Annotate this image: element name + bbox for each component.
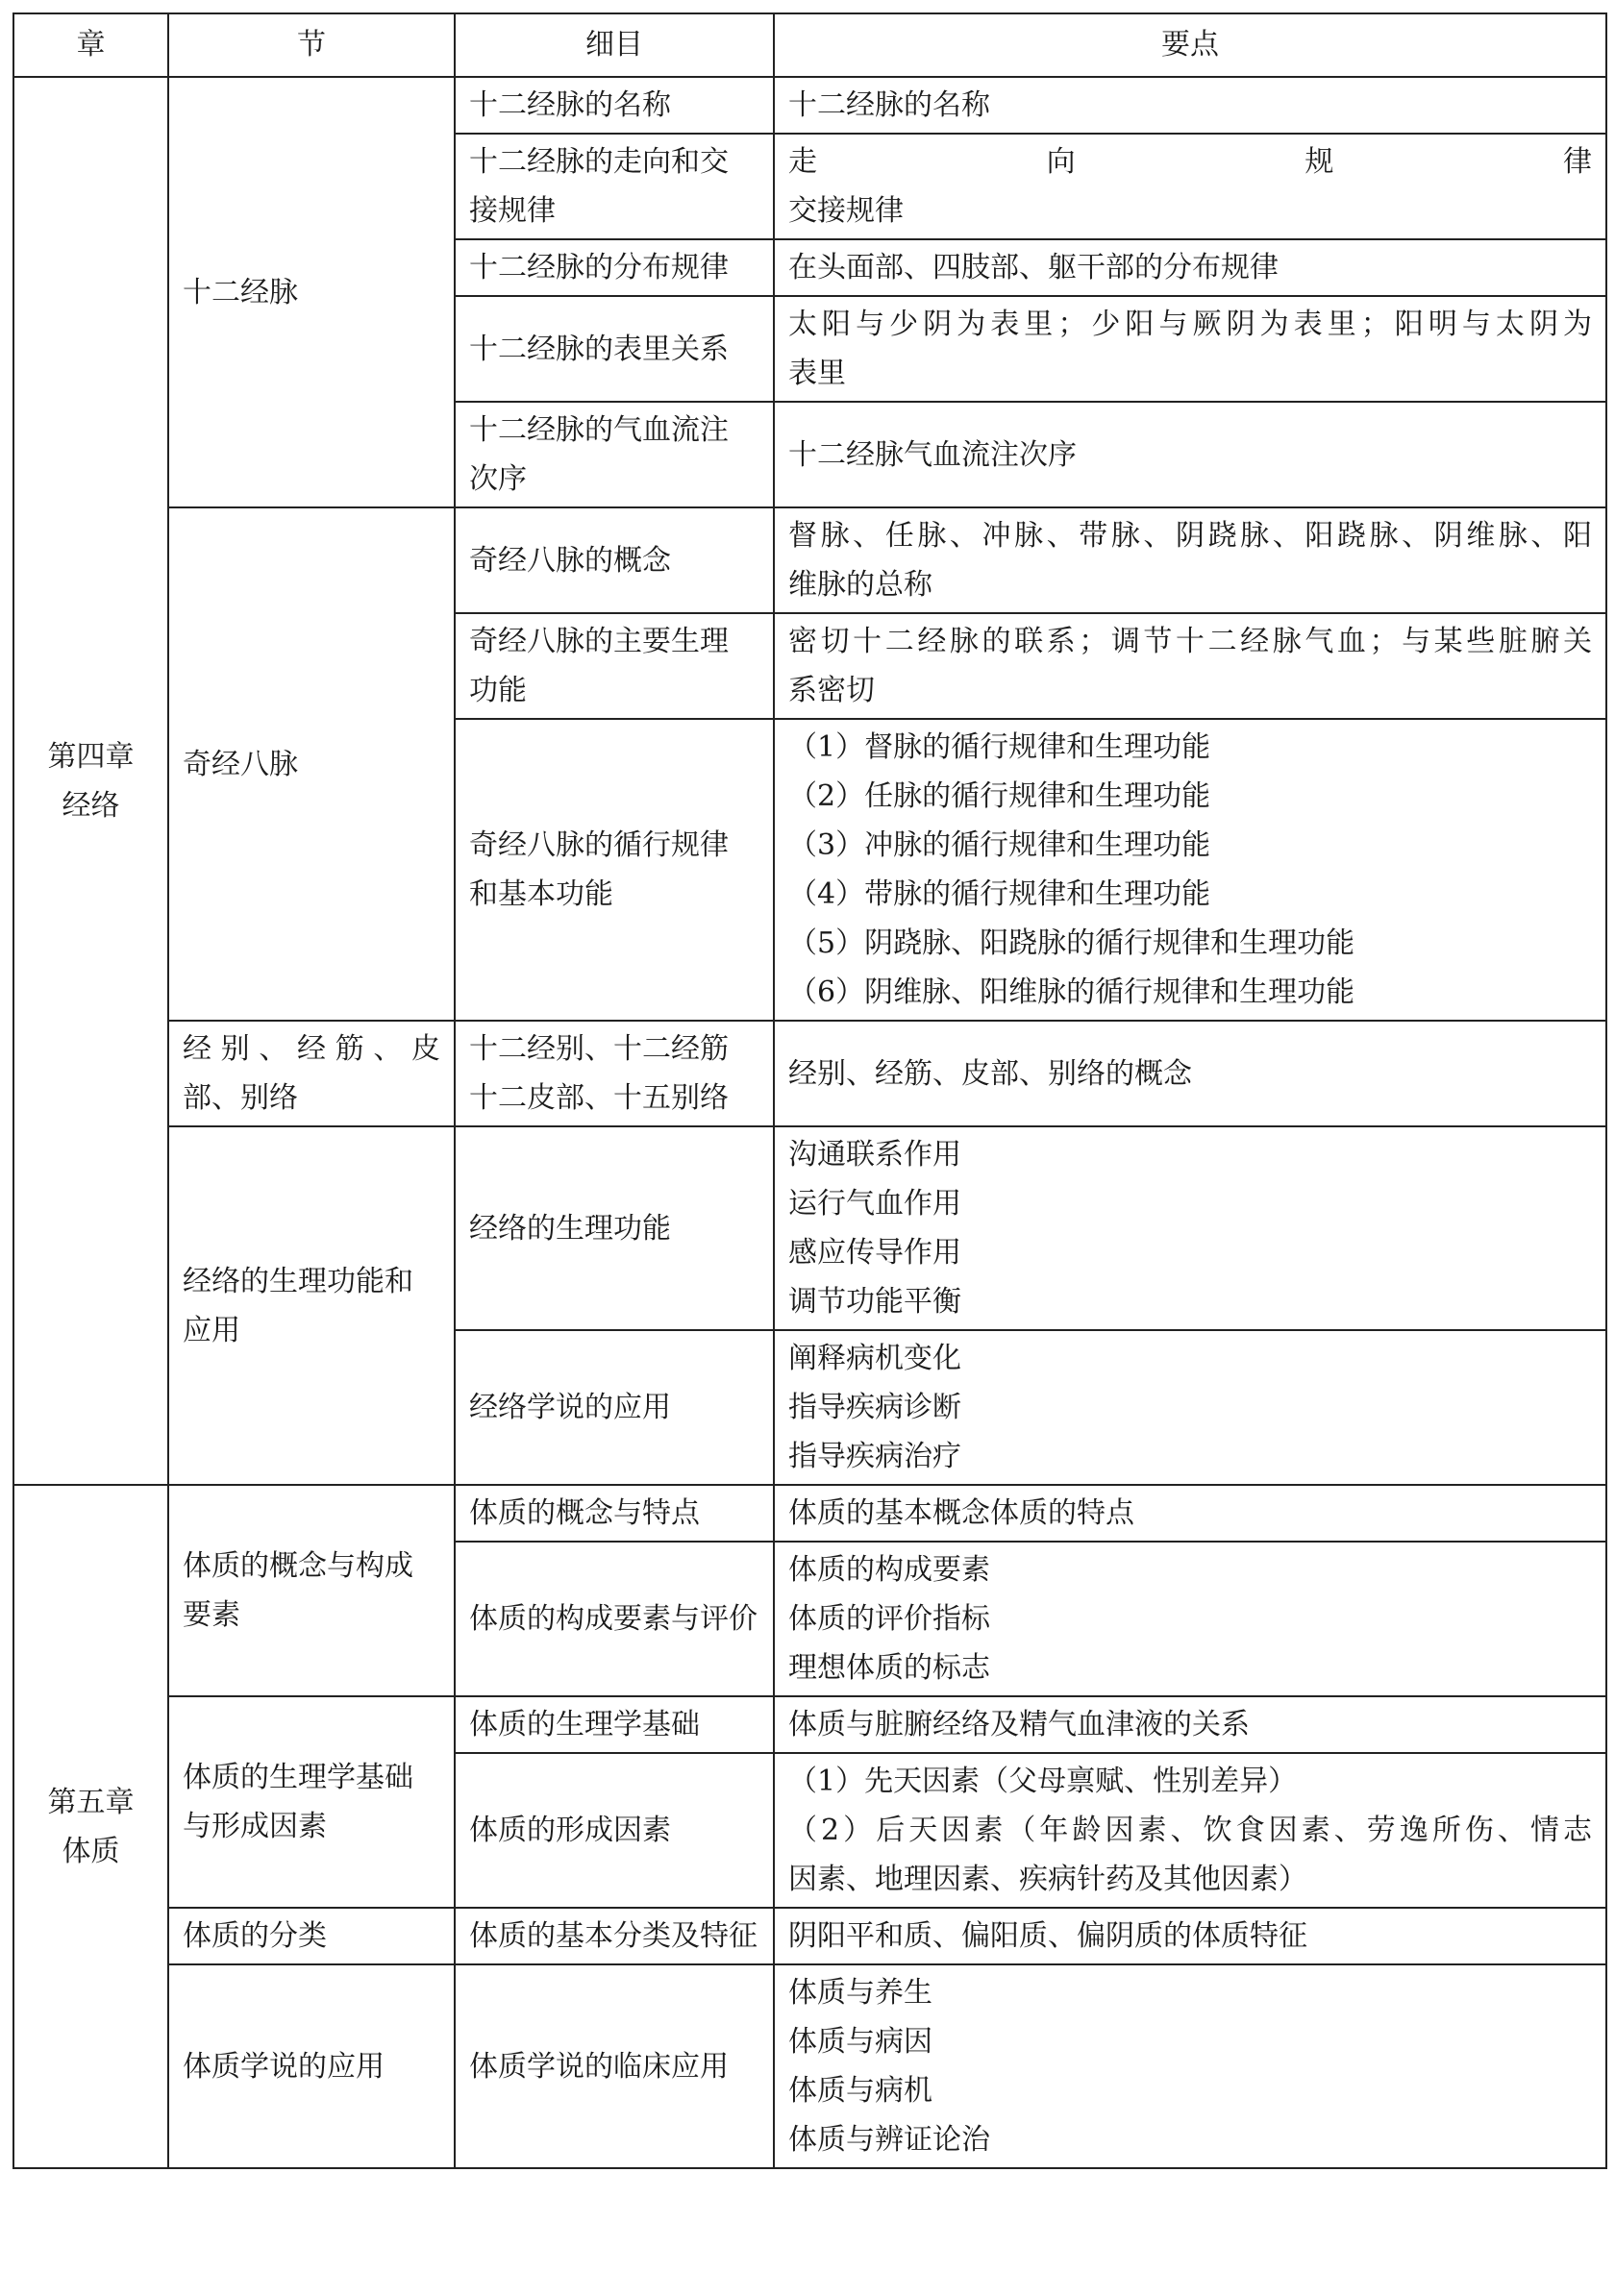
point-line: 调节功能平衡: [788, 1285, 961, 1319]
points-cell: [774, 613, 1606, 719]
point-line: 指导疾病诊断: [788, 1391, 961, 1424]
header-section: 节: [168, 13, 455, 77]
section-title-line: 经别、经筋、皮: [183, 1032, 440, 1066]
item-name-line: 奇经八脉的概念: [469, 543, 671, 578]
point-line: 因素、地理因素、疾病针药及其他因素）: [788, 1863, 1307, 1896]
point-line: 交接规律: [788, 194, 904, 228]
header-points: 要点: [774, 13, 1606, 77]
points-cell: [774, 239, 1606, 296]
item-cell: [455, 613, 774, 719]
item-cell: [455, 134, 774, 239]
item-cell: [455, 239, 774, 296]
item-name-line: 体质学说的临床应用: [469, 2049, 729, 2084]
points-cell: [774, 402, 1606, 507]
point-line: （2）任脉的循行规律和生理功能: [788, 779, 1211, 813]
section-title-line: 体质的概念与构成: [183, 1549, 413, 1583]
item-name-line: 十二经别、十二经筋: [469, 1032, 729, 1066]
table-row: [13, 507, 1606, 613]
section-title-line: 体质的生理学基础: [183, 1761, 413, 1794]
item-name-line: 和基本功能: [469, 877, 613, 911]
item-name-line: 十二经脉的名称: [469, 88, 671, 122]
item-name-line: 十二经脉的分布规律: [469, 251, 729, 284]
item-cell: [455, 296, 774, 402]
item-name-line: 体质的基本分类及特征: [469, 1919, 758, 1953]
section-title-line: 经络的生理功能和: [183, 1264, 413, 1298]
chapter-title-line: 经络: [62, 788, 120, 823]
item-name-line: 体质的概念与特点: [469, 1496, 700, 1530]
section-cell: [168, 1964, 455, 2168]
point-line: 体质与辨证论治: [788, 2123, 990, 2157]
item-name-line: 功能: [469, 674, 527, 707]
header-item: 细目: [455, 13, 774, 77]
table-row: [13, 1021, 1606, 1126]
item-name-line: 次序: [469, 462, 527, 496]
section-title-line: 十二经脉: [183, 275, 298, 309]
points-cell: [774, 1753, 1606, 1908]
point-line: 体质的基本概念体质的特点: [788, 1496, 1134, 1530]
chapter-title-line: 第五章: [47, 1785, 135, 1819]
section-title-line: 应用: [183, 1313, 240, 1347]
table-row: [13, 1908, 1606, 1964]
point-line: （1）先天因素（父母禀赋、性别差异）: [788, 1765, 1298, 1798]
item-name-line: 体质的构成要素与评价: [469, 1602, 758, 1636]
points-cell: [774, 1964, 1606, 2168]
item-cell: [455, 1753, 774, 1908]
item-cell: [455, 719, 774, 1021]
section-title-line: 要素: [183, 1598, 240, 1632]
point-line: （3）冲脉的循行规律和生理功能: [788, 828, 1211, 862]
item-cell: [455, 1485, 774, 1542]
item-name-line: 十二经脉的表里关系: [469, 332, 729, 366]
item-cell: [455, 402, 774, 507]
points-cell: [774, 1542, 1606, 1696]
point-line: 走向规律: [788, 145, 1592, 179]
item-name-line: 十二经脉的走向和交: [469, 145, 729, 179]
item-name-line: 奇经八脉的主要生理: [469, 625, 729, 658]
point-line: 感应传导作用: [788, 1236, 961, 1270]
points-cell: [774, 1021, 1606, 1126]
header-chapter: 章: [13, 13, 168, 77]
point-line: 体质的评价指标: [788, 1602, 990, 1636]
points-cell: [774, 1330, 1606, 1485]
point-line: 体质与病机: [788, 2074, 932, 2108]
item-cell: [455, 1542, 774, 1696]
item-name-line: 十二经脉的气血流注: [469, 413, 729, 447]
item-name-line: 体质的形成因素: [469, 1814, 671, 1847]
points-cell: [774, 1908, 1606, 1964]
point-line: 太阳与少阴为表里；少阳与厥阴为表里；阳明与太阴为: [788, 308, 1592, 341]
point-line: 系密切: [788, 674, 875, 707]
item-cell: [455, 1908, 774, 1964]
section-title-line: 部、别络: [183, 1081, 298, 1115]
item-cell: [455, 1696, 774, 1753]
table-body: [13, 77, 1606, 2168]
item-name-line: 十二皮部、十五别络: [469, 1081, 729, 1115]
item-name-line: 经络的生理功能: [469, 1211, 671, 1246]
table-row: [13, 77, 1606, 134]
table-row: [13, 1964, 1606, 2168]
syllabus-table: [12, 12, 1607, 2169]
point-line: 体质与养生: [788, 1976, 932, 2010]
section-cell: [168, 1908, 455, 1964]
point-line: 在头面部、四肢部、躯干部的分布规律: [788, 251, 1279, 284]
point-line: 维脉的总称: [788, 568, 932, 602]
item-name-line: 经络学说的应用: [469, 1391, 671, 1424]
section-title-line: 体质学说的应用: [183, 2049, 385, 2084]
point-line: 密切十二经脉的联系；调节十二经脉气血；与某些脏腑关: [788, 625, 1592, 658]
points-cell: [774, 507, 1606, 613]
item-name-line: 奇经八脉的循行规律: [469, 828, 729, 862]
points-cell: [774, 1485, 1606, 1542]
item-cell: [455, 1021, 774, 1126]
point-line: （2）后天因素（年龄因素、饮食因素、劳逸所伤、情志: [788, 1814, 1592, 1847]
table-row: [13, 1485, 1606, 1542]
item-cell: [455, 1964, 774, 2168]
point-line: （1）督脉的循行规律和生理功能: [788, 730, 1211, 764]
point-line: （6）阴维脉、阳维脉的循行规律和生理功能: [788, 975, 1355, 1009]
section-title-line: 体质的分类: [183, 1919, 327, 1953]
chapter-title-line: 体质: [62, 1834, 120, 1868]
point-line: 体质的构成要素: [788, 1553, 990, 1587]
chapter-cell: [13, 1485, 168, 2168]
points-cell: [774, 296, 1606, 402]
point-line: 十二经脉气血流注次序: [788, 437, 1077, 472]
section-title-line: 与形成因素: [183, 1810, 327, 1843]
table-row: [13, 1126, 1606, 1330]
point-line: 阐释病机变化: [788, 1342, 961, 1375]
point-line: 阴阳平和质、偏阳质、偏阴质的体质特征: [788, 1919, 1307, 1953]
point-line: 十二经脉的名称: [788, 88, 990, 122]
point-line: 体质与病因: [788, 2025, 932, 2059]
section-cell: [168, 77, 455, 507]
points-cell: [774, 77, 1606, 134]
item-name-line: 体质的生理学基础: [469, 1708, 700, 1741]
point-line: （4）带脉的循行规律和生理功能: [788, 877, 1211, 911]
section-cell: [168, 1485, 455, 1696]
point-line: 督脉、任脉、冲脉、带脉、阴跷脉、阳跷脉、阴维脉、阳: [788, 519, 1592, 553]
item-name-line: 接规律: [469, 194, 556, 228]
points-cell: [774, 1126, 1606, 1330]
item-cell: [455, 77, 774, 134]
point-line: 沟通联系作用: [788, 1138, 961, 1172]
section-cell: [168, 1021, 455, 1126]
point-line: 指导疾病治疗: [788, 1440, 961, 1473]
chapter-cell: [13, 77, 168, 1485]
point-line: 经别、经筋、皮部、别络的概念: [788, 1056, 1192, 1091]
section-title-line: 奇经八脉: [183, 747, 298, 781]
item-cell: [455, 1330, 774, 1485]
item-cell: [455, 1126, 774, 1330]
points-cell: [774, 719, 1606, 1021]
point-line: 理想体质的标志: [788, 1651, 990, 1685]
points-cell: [774, 1696, 1606, 1753]
chapter-title-line: 第四章: [47, 739, 135, 774]
item-cell: [455, 507, 774, 613]
point-line: 运行气血作用: [788, 1187, 961, 1221]
header-row: [13, 13, 1606, 77]
section-cell: [168, 1126, 455, 1485]
point-line: 体质与脏腑经络及精气血津液的关系: [788, 1708, 1250, 1741]
table-row: [13, 1696, 1606, 1753]
section-cell: [168, 507, 455, 1021]
point-line: （5）阴跷脉、阳跷脉的循行规律和生理功能: [788, 926, 1355, 960]
points-cell: [774, 134, 1606, 239]
point-line: 表里: [788, 357, 846, 390]
section-cell: [168, 1696, 455, 1908]
